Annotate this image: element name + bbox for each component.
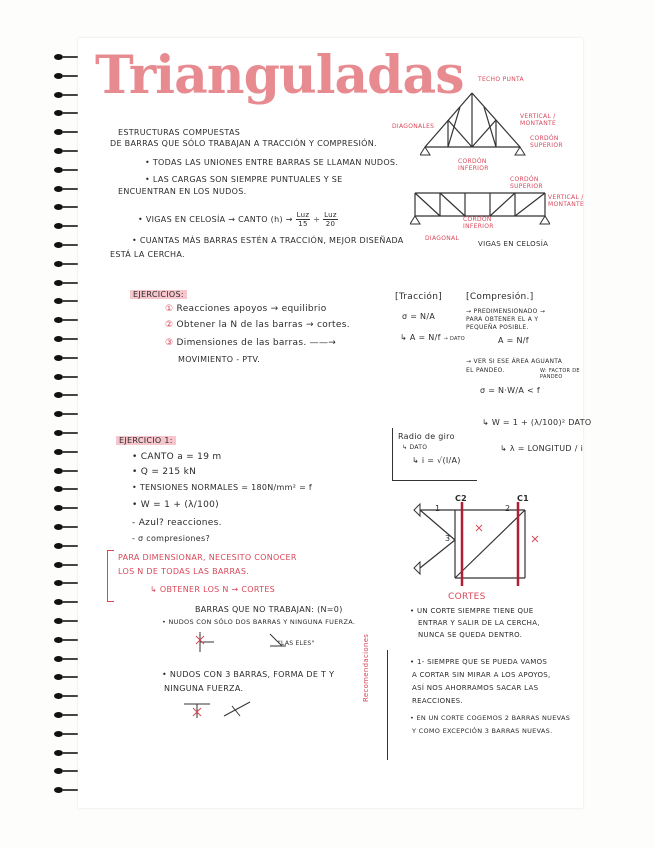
label-cordon-inf: CORDÓN INFERIOR [458,158,489,172]
radio-text: Radio de giro [398,432,455,441]
section-heading: EJERCICIOS: [130,290,187,299]
cut-label: C2 [455,494,468,503]
note-text: PARA DIMENSIONAR, NECESITO CONOCER [118,553,297,562]
note-text: BARRAS QUE NO TRABAJAN: (N=0) [195,605,343,614]
spiral-ring [54,372,78,382]
spiral-ring [54,428,78,438]
spiral-ring [54,541,78,551]
formula: ↳ λ = LONGITUD / i [500,444,584,453]
spiral-ring [54,52,78,62]
t-node-sketch [180,694,260,724]
formula: σ = N/A [402,312,436,321]
spiral-ring [54,484,78,494]
cut-label: C1 [517,494,530,503]
cortes-truss-diagram [410,490,550,590]
label-diagonales: DIAGONALES [392,123,435,130]
spiral-ring [54,146,78,156]
page-title: Trianguladas [95,45,464,106]
data-item: • Q = 215 kN [132,467,197,477]
spiral-ring [54,334,78,344]
compresion-text: → VER SI ESE ÁREA AGUANTA [466,358,563,365]
truss-diagram-roof [420,85,530,165]
spiral-ring [54,710,78,720]
intro-line: ESTRUCTURAS COMPUESTAS [118,128,241,137]
bullet-text: • CUANTAS MÁS BARRAS ESTÉN A TRACCIÓN, MEJOR DISEÑADA [132,236,404,245]
spiral-ring [54,503,78,513]
bullet-text: ENCUENTRAN EN LOS NUDOS. [118,187,247,196]
formula: σ = N·W/A < f [480,386,540,395]
pink-bracket [107,550,114,602]
spiral-ring [54,616,78,626]
spiral-ring [54,409,78,419]
spiral-ring [54,278,78,288]
data-item: - Azul? reacciones. [132,518,222,528]
spiral-ring [54,466,78,476]
data-item: - σ compresiones? [132,534,211,543]
step-item: ② Obtener la N de las barras → cortes. [165,320,350,330]
step-item: ③ Dimensiones de las barras. ——→ [165,338,337,348]
spiral-ring [54,315,78,325]
spiral-ring [54,353,78,363]
bar-number: 3 [445,534,451,543]
compresion-text: PEQUEÑA POSIBLE. [466,324,529,331]
note-text: ↳ OBTENER LOS N → CORTES [150,585,276,594]
spiral-ring [54,127,78,137]
radio-text: ↳ DATO [402,444,428,451]
spiral-ring [54,202,78,212]
spiral-ring [54,108,78,118]
data-item: • CANTO a = 19 m [132,452,222,462]
spiral-ring [54,390,78,400]
spiral-ring [54,90,78,100]
bar-number: 1 [435,504,441,513]
compresion-text: → PREDIMENSIONADO → [466,308,546,315]
spiral-ring [54,560,78,570]
spiral-ring [54,522,78,532]
bullet-text: • LAS CARGAS SON SIEMPRE PUNTUALES Y SE [145,175,343,184]
cortes-text: • UN CORTE SIEMPRE TIENE QUE [410,607,534,615]
label-vertical: VERTICAL / MONTANTE [520,113,557,127]
label-vigas: VIGAS EN CELOSÍA [478,240,549,248]
spiral-ring [54,240,78,250]
label-diagonal2: DIAGONAL [425,235,460,242]
data-item: • TENSIONES NORMALES = 180N/mm² = f [132,483,313,492]
spiral-ring [54,71,78,81]
step-item: ① Reacciones apoyos → equilibrio [165,304,327,314]
section-heading: EJERCICIO 1: [116,436,176,445]
label-cordon-sup: CORDÓN SUPERIOR [530,135,563,149]
bullet-text: • TODAS LAS UNIONES ENTRE BARRAS SE LLAMAN NUDOS. [145,158,399,167]
spiral-ring [54,221,78,231]
rec-text: Y COMO EXCEPCIÓN 3 BARRAS NUEVAS. [412,727,553,735]
recomendaciones-side: Recomendaciones [362,633,370,702]
spiral-ring [54,578,78,588]
note-text: • NUDOS CON 3 BARRAS, FORMA DE T Y [162,670,335,679]
data-item: • W = 1 + (λ/100) [132,500,219,510]
cortes-text: ENTRAR Y SALIR DE LA CERCHA, [418,619,540,627]
spiral-ring [54,654,78,664]
recomendaciones-rule [387,650,388,760]
spiral-ring [54,259,78,269]
spiral-ring [54,748,78,758]
cortes-text: NUNCA SE QUEDA DENTRO. [418,631,523,639]
compresion-text: EL PANDEO. [466,367,505,374]
spiral-ring [54,165,78,175]
bullet-text: ESTÁ LA CERCHA. [110,250,185,259]
compresion-heading: [Compresión.] [466,292,534,302]
compresion-note: W: FACTOR DE PANDEO [540,368,580,380]
spiral-ring [54,296,78,306]
spiral-ring [54,729,78,739]
bar-number: 2 [505,504,511,513]
spiral-ring [54,597,78,607]
label-vertical2: VERTICAL / MONTANTE [548,194,585,208]
label-techo: TECHO PUNTA [478,76,524,83]
label-cordon-inf2: CORDÓN INFERIOR [463,216,494,230]
radio-formula: ↳ i = √(I/A) [412,456,461,465]
spiral-ring [54,785,78,795]
compresion-text: PARA OBTENER EL A Y [466,316,539,323]
spiral-binding [54,52,80,812]
formula: ↳ A = N/f → DATO [400,333,465,342]
traccion-heading: [Tracción] [395,292,443,302]
rec-text: A CORTAR SIN MIRAR A LOS APOYOS, [412,671,551,679]
note-text: "LAS ELES" [278,640,315,647]
rec-text: ASÍ NOS AHORRAMOS SACAR LAS [412,684,539,692]
bullet-formula: • VIGAS EN CELOSÍA → CANTO (h) → $\frac{\text{Luz}}{15}$ ÷ $\frac{\text{Luz}}{20}$ [138,211,337,228]
step-item: MOVIMIENTO - PTV. [178,355,261,364]
note-text: NINGUNA FUERZA. [164,684,244,693]
label-cordon-sup2: CORDÓN SUPERIOR [510,176,543,190]
intro-line: DE BARRAS QUE SÓLO TRABAJAN A TRACCIÓN Y COMPRESIÓN. [110,139,377,148]
rec-text: • EN UN CORTE COGEMOS 2 BARRAS NUEVAS [410,714,571,722]
spiral-ring [54,635,78,645]
spiral-ring [54,447,78,457]
spiral-ring [54,672,78,682]
formula: A = N/f [498,336,529,345]
spiral-ring [54,184,78,194]
cortes-label: CORTES [448,592,486,602]
rec-text: • 1- SIEMPRE QUE SE PUEDA VAMOS [410,658,548,666]
spiral-ring [54,691,78,701]
note-text: LOS N DE TODAS LAS BARRAS. [118,567,250,576]
formula: ↳ W = 1 + (λ/100)² DATO [482,418,592,427]
rec-text: REACCIONES. [412,697,463,705]
note-text: • NUDOS CON SÓLO DOS BARRAS Y NINGUNA FUERZA. [162,618,356,626]
spiral-ring [54,766,78,776]
